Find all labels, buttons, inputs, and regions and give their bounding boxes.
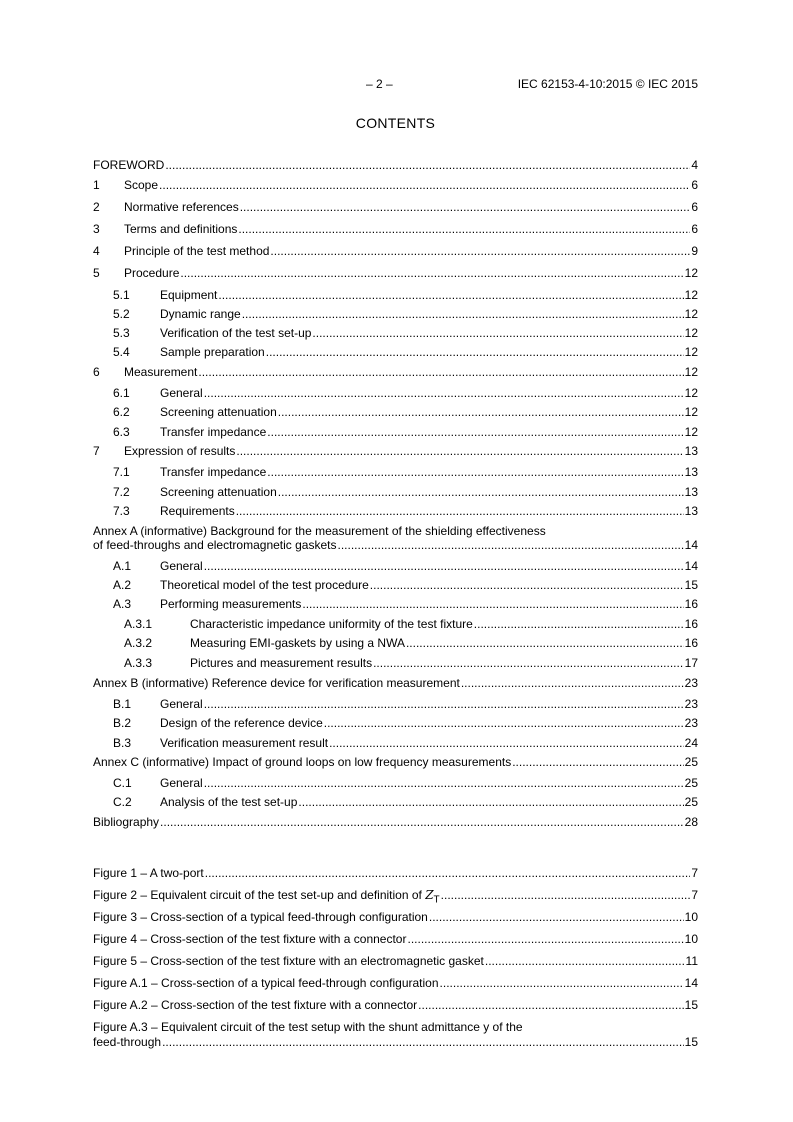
toc-entry-sample-preparation[interactable] bbox=[93, 345, 698, 365]
toc-title-continued: of feed-throughs and electromagnetic gaskets bbox=[93, 538, 337, 552]
toc-number: 7.3 bbox=[113, 504, 130, 518]
toc-entry-procedure[interactable] bbox=[93, 266, 698, 288]
toc-entry-annex-c[interactable] bbox=[93, 755, 698, 776]
figure-page: 11 bbox=[685, 954, 698, 968]
toc-entry-annex-a[interactable] bbox=[93, 524, 698, 559]
toc-entry-scope[interactable] bbox=[93, 178, 698, 200]
toc-entry-annex-c-general[interactable] bbox=[93, 776, 698, 795]
figure-entry-3[interactable] bbox=[93, 910, 698, 932]
toc-entry-annex-a-general[interactable] bbox=[93, 559, 698, 578]
toc-title: Normative references bbox=[124, 200, 239, 214]
toc-number: C.2 bbox=[113, 795, 132, 809]
toc-number: A.1 bbox=[113, 559, 132, 573]
figure-title-continued: feed-through bbox=[93, 1035, 162, 1049]
figure-page: 10 bbox=[684, 932, 698, 946]
toc-page: 16 bbox=[684, 617, 698, 631]
page-number: – 2 – bbox=[366, 77, 393, 91]
toc-entry-expression-of-results[interactable] bbox=[93, 444, 698, 465]
toc-title: General bbox=[160, 559, 203, 573]
toc-page: 15 bbox=[684, 578, 698, 592]
toc-page: 4 bbox=[691, 158, 698, 172]
toc-page: 23 bbox=[684, 676, 698, 690]
toc-page: 13 bbox=[684, 504, 698, 518]
toc-title: Bibliography bbox=[93, 815, 160, 829]
toc-page: 17 bbox=[684, 656, 698, 670]
toc-title: Transfer impedance bbox=[160, 465, 267, 479]
toc-title: Measurement bbox=[124, 365, 198, 379]
toc-page: 6 bbox=[691, 200, 698, 214]
figure-entry-1[interactable] bbox=[93, 866, 698, 888]
toc-title: Transfer impedance bbox=[160, 425, 267, 439]
toc-title: Design of the reference device bbox=[160, 716, 323, 730]
toc-page: 9 bbox=[691, 244, 698, 258]
toc-number: 1 bbox=[93, 178, 100, 192]
symbol-z: Z bbox=[425, 888, 434, 902]
contents-title: CONTENTS bbox=[355, 115, 436, 131]
list-of-figures bbox=[93, 866, 698, 1053]
figure-page: 7 bbox=[691, 888, 698, 902]
toc-page: 12 bbox=[684, 405, 698, 419]
toc-page: 13 bbox=[684, 465, 698, 479]
toc-entry-screening-attenuation[interactable] bbox=[93, 405, 698, 425]
toc-entry-bibliography[interactable] bbox=[93, 815, 698, 835]
toc-title: General bbox=[160, 697, 203, 711]
document-reference: IEC 62153-4-10:2015 © IEC 2015 bbox=[517, 77, 698, 91]
toc-number: 3 bbox=[93, 222, 100, 236]
toc-page: 12 bbox=[684, 288, 698, 302]
toc-number: B.2 bbox=[113, 716, 132, 730]
toc-title: Annex B (informative) Reference device for verification measurement bbox=[93, 676, 460, 690]
toc-entry-dynamic-range[interactable] bbox=[93, 307, 698, 326]
toc-number: 6.1 bbox=[113, 386, 130, 400]
toc-number: 6 bbox=[93, 365, 100, 379]
figure-entry-a3[interactable] bbox=[93, 1020, 698, 1053]
toc-page: 16 bbox=[684, 597, 698, 611]
toc-page: 14 bbox=[684, 559, 698, 573]
toc-entry-equipment[interactable] bbox=[93, 288, 698, 307]
toc-title: Scope bbox=[124, 178, 159, 192]
toc-page: 23 bbox=[684, 697, 698, 711]
toc-title: Screening attenuation bbox=[160, 485, 277, 499]
toc-page: 12 bbox=[684, 345, 698, 359]
toc-title: General bbox=[160, 386, 203, 400]
toc-page: 13 bbox=[684, 444, 698, 458]
toc-entry-annex-b[interactable] bbox=[93, 676, 698, 697]
toc-page: 24 bbox=[684, 736, 698, 750]
toc-entry-transfer-impedance[interactable] bbox=[93, 425, 698, 444]
toc-title: Verification measurement result bbox=[160, 736, 329, 750]
toc-title: Theoretical model of the test procedure bbox=[160, 578, 369, 592]
figure-page: 15 bbox=[684, 998, 698, 1012]
toc-title: Procedure bbox=[124, 266, 180, 280]
toc-title: Performing measurements bbox=[160, 597, 302, 611]
toc-title: Requirements bbox=[160, 504, 235, 518]
toc-entry-verification[interactable] bbox=[93, 326, 698, 345]
figure-page: 10 bbox=[684, 910, 698, 924]
figure-page: 14 bbox=[684, 976, 698, 990]
toc-title: Verification of the test set-up bbox=[160, 326, 312, 340]
toc-title: Equipment bbox=[160, 288, 218, 302]
toc-page: 13 bbox=[684, 485, 698, 499]
toc-entry-theoretical-model[interactable] bbox=[93, 578, 698, 597]
toc-number: 5.2 bbox=[113, 307, 130, 321]
toc-title: Annex A (informative) Background for the measurement of the shielding effectiveness bbox=[93, 524, 546, 538]
symbol-subscript-t: T bbox=[433, 894, 440, 906]
figure-entry-4[interactable] bbox=[93, 932, 698, 954]
figure-entry-a2[interactable] bbox=[93, 998, 698, 1020]
toc-number: A.3 bbox=[113, 597, 132, 611]
toc-title: Screening attenuation bbox=[160, 405, 277, 419]
toc-page: 25 bbox=[684, 795, 698, 809]
toc-title: Annex C (informative) Impact of ground loops on low frequency measurements bbox=[93, 755, 512, 769]
toc-page: 12 bbox=[684, 386, 698, 400]
toc-entry-reference-device-design[interactable] bbox=[93, 716, 698, 736]
toc-number: C.1 bbox=[113, 776, 132, 790]
toc-page: 25 bbox=[684, 755, 698, 769]
figure-page: 15 bbox=[684, 1035, 698, 1049]
toc-entry-terms-and-definitions[interactable] bbox=[93, 222, 698, 244]
toc-title: Pictures and measurement results bbox=[190, 656, 373, 670]
toc-entry-measurement[interactable] bbox=[93, 365, 698, 386]
toc-page: 16 bbox=[684, 636, 698, 650]
toc-entry-pictures-results[interactable] bbox=[93, 656, 698, 676]
figure-title: Figure A.1 – Cross-section of a typical feed-through configuration bbox=[93, 976, 439, 990]
page-header bbox=[93, 77, 698, 93]
toc-entry-screening-attenuation-2[interactable] bbox=[93, 485, 698, 504]
toc-number: 5.3 bbox=[113, 326, 130, 340]
figure-entry-2[interactable] bbox=[93, 888, 698, 910]
toc-entry-measuring-emi-gaskets[interactable] bbox=[93, 636, 698, 656]
toc-number: 7.2 bbox=[113, 485, 130, 499]
toc-page: 23 bbox=[684, 716, 698, 730]
toc-number: A.2 bbox=[113, 578, 132, 592]
toc-title: Terms and definitions bbox=[124, 222, 238, 236]
toc-page: 12 bbox=[684, 266, 698, 280]
toc-title: General bbox=[160, 776, 203, 790]
toc-number: 5.1 bbox=[113, 288, 130, 302]
figure-page: 7 bbox=[691, 866, 698, 880]
toc-entry-analysis-test-setup[interactable] bbox=[93, 795, 698, 815]
figure-title: Figure A.3 – Equivalent circuit of the test setup with the shunt admittance y of the bbox=[93, 1020, 523, 1034]
toc-number: 4 bbox=[93, 244, 100, 258]
toc-number: 5.4 bbox=[113, 345, 130, 359]
toc-number: B.3 bbox=[113, 736, 132, 750]
toc-title: Expression of results bbox=[124, 444, 236, 458]
toc-entry-annex-b-general[interactable] bbox=[93, 697, 698, 716]
toc-number: A.3.1 bbox=[124, 617, 153, 631]
figure-title: Figure 5 – Cross-section of the test fixture with an electromagnetic gasket bbox=[93, 954, 484, 968]
toc-page: 12 bbox=[684, 307, 698, 321]
toc-page: 12 bbox=[684, 326, 698, 340]
toc-number: 7 bbox=[93, 444, 100, 458]
toc-page: 12 bbox=[684, 425, 698, 439]
toc-number: 2 bbox=[93, 200, 100, 214]
table-of-contents bbox=[93, 158, 698, 835]
figure-title: Figure 2 – Equivalent circuit of the test set-up and definition of bbox=[93, 888, 422, 902]
toc-number: 7.1 bbox=[113, 465, 130, 479]
toc-title: Principle of the test method bbox=[124, 244, 270, 258]
toc-title: Measuring EMI-gaskets by using a NWA bbox=[190, 636, 405, 650]
toc-title: Characteristic impedance uniformity of the test fixture bbox=[190, 617, 473, 631]
toc-title: Dynamic range bbox=[160, 307, 241, 321]
toc-page: 14 bbox=[684, 538, 698, 552]
figure-title: Figure 4 – Cross-section of the test fixture with a connector bbox=[93, 932, 407, 946]
figure-title: Figure A.2 – Cross-section of the test fixture with a connector bbox=[93, 998, 418, 1012]
toc-page: 6 bbox=[691, 178, 698, 192]
toc-entry-verification-result[interactable] bbox=[93, 736, 698, 755]
toc-entry-impedance-uniformity[interactable] bbox=[93, 617, 698, 636]
toc-entry-requirements[interactable] bbox=[93, 504, 698, 524]
toc-title: Sample preparation bbox=[160, 345, 265, 359]
toc-number: A.3.3 bbox=[124, 656, 153, 670]
toc-page: 28 bbox=[684, 815, 698, 829]
toc-entry-general[interactable] bbox=[93, 386, 698, 405]
toc-title: Analysis of the test set-up bbox=[160, 795, 298, 809]
toc-number: A.3.2 bbox=[124, 636, 153, 650]
toc-page: 25 bbox=[684, 776, 698, 790]
toc-entry-performing-measurements[interactable] bbox=[93, 597, 698, 617]
toc-number: 6.3 bbox=[113, 425, 130, 439]
figure-entry-5[interactable] bbox=[93, 954, 698, 976]
toc-entry-foreword[interactable] bbox=[93, 158, 698, 178]
figure-title: Figure 1 – A two-port bbox=[93, 866, 204, 880]
toc-page: 6 bbox=[691, 222, 698, 236]
toc-number: B.1 bbox=[113, 697, 132, 711]
toc-title: FOREWORD bbox=[93, 158, 165, 172]
toc-entry-transfer-impedance-2[interactable] bbox=[93, 465, 698, 485]
figure-title: Figure 3 – Cross-section of a typical feed-through configuration bbox=[93, 910, 428, 924]
figure-entry-a1[interactable] bbox=[93, 976, 698, 998]
toc-number: 6.2 bbox=[113, 405, 130, 419]
toc-page: 12 bbox=[684, 365, 698, 379]
toc-number: 5 bbox=[93, 266, 100, 280]
toc-entry-normative-references[interactable] bbox=[93, 200, 698, 222]
toc-entry-principle[interactable] bbox=[93, 244, 698, 266]
